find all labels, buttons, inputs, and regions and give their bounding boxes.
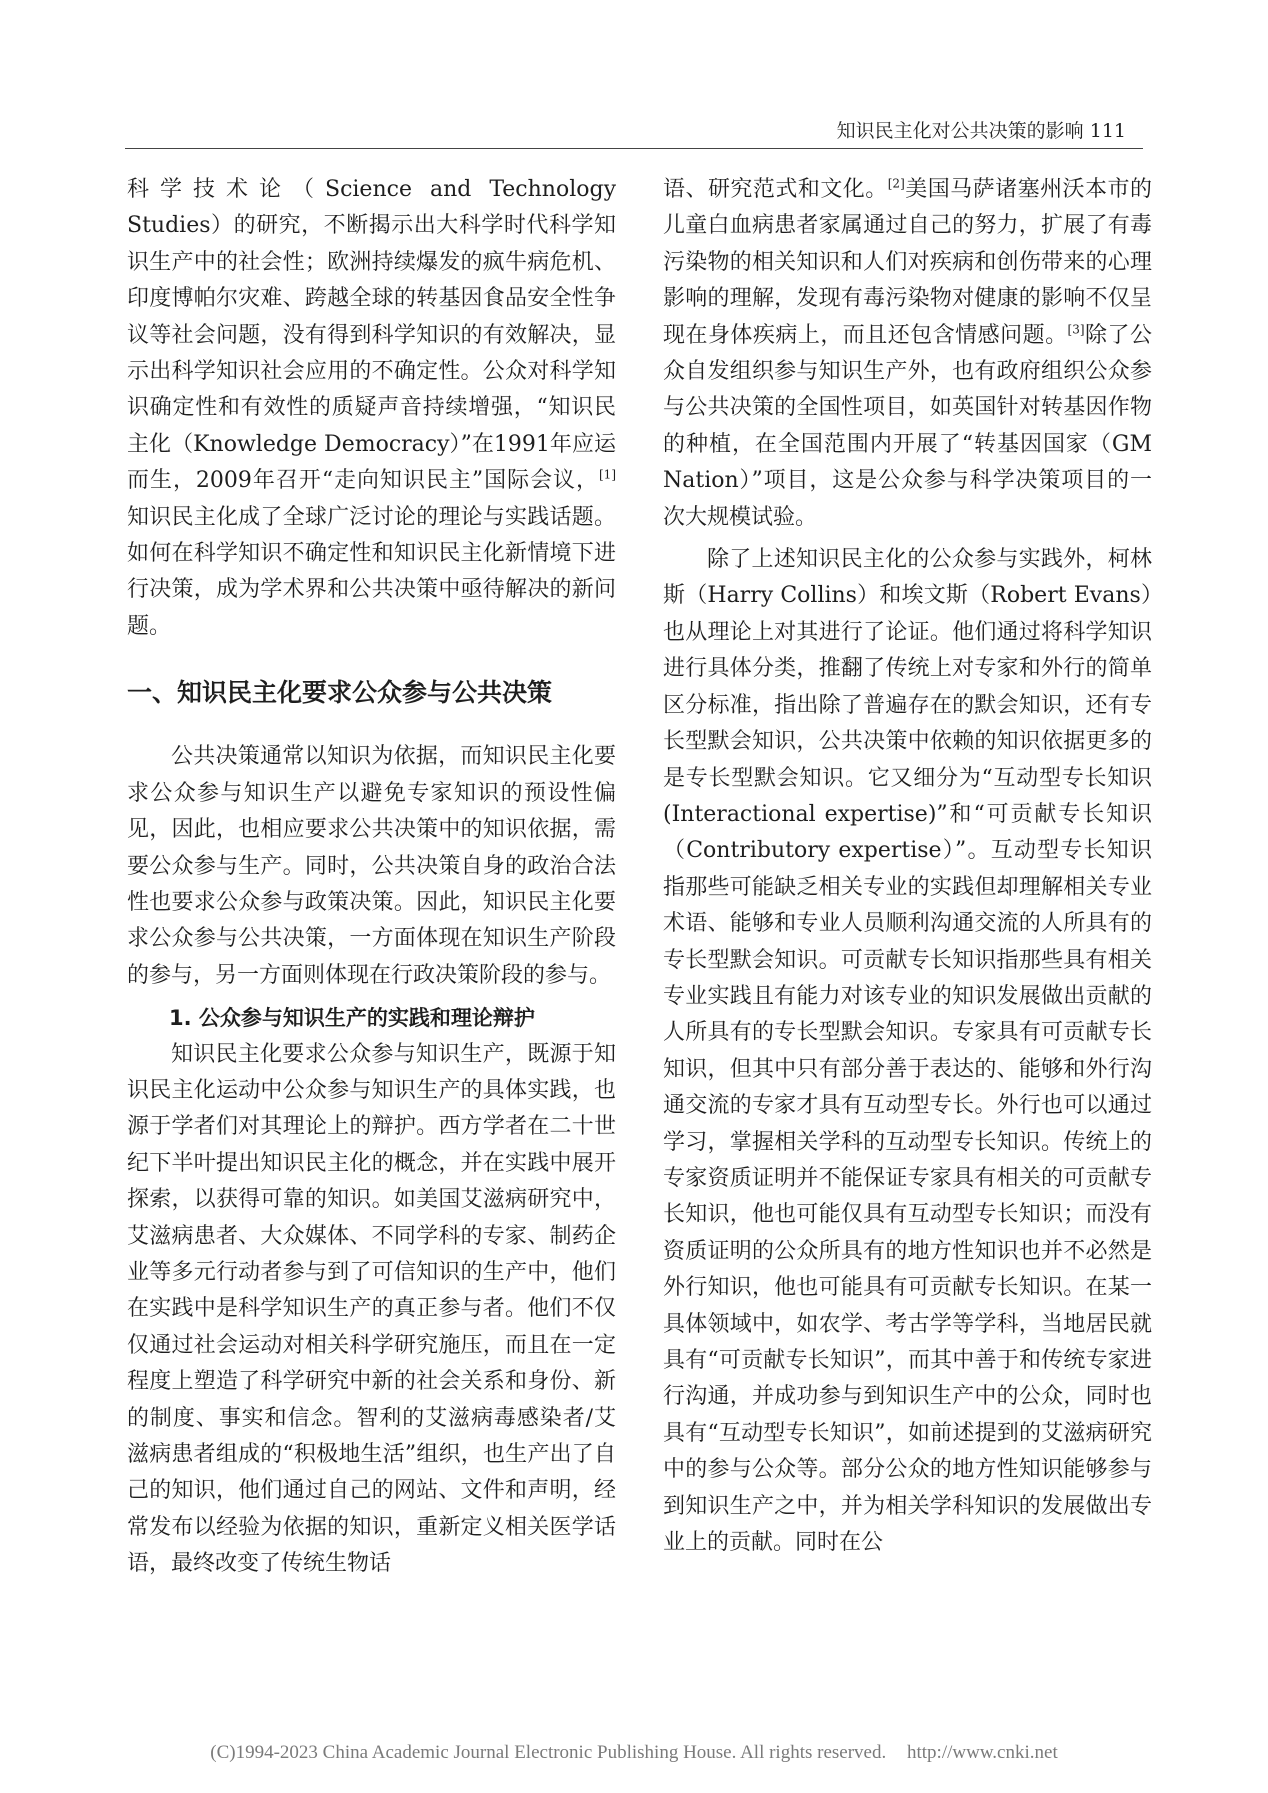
running-title: 知识民主化对公共决策的影响	[836, 120, 1084, 142]
cnki-url: http://www.cnki.net	[906, 1742, 1058, 1763]
text-run: 知识民主化成了全球广泛讨论的理论与实践话题。如何在科学知识不确定性和知识民主化新情境下进行决策，成为学术界和公共决策中亟待解决的新问题。	[127, 504, 616, 639]
paragraph: 公共决策通常以知识为依据，而知识民主化要求公众参与知识生产以避免专家知识的预设性偏见，因此，也相应要求公共决策中的知识依据，需要公众参与生产。同时，公共决策自身的政治合法性也要求公众参与政策决策。因此，知识民主化要求公众参与公共决策，一方面体现在知识生产阶段的参与，另一方面则体现在行政决策阶段的参与。	[127, 744, 616, 988]
citation-ref: [3]	[1067, 322, 1085, 337]
paragraph-continued	[663, 172, 1152, 536]
left-column	[127, 172, 616, 1583]
paragraph: 知识民主化要求公众参与知识生产，既源于知识民主化运动中公众参与知识生产的具体实践，也源于学者们对其理论上的辩护。西方学者在二十世纪下半叶提出知识民主化的概念，并在实践中展开探索，以获得可靠的知识。如美国艾滋病研究中，艾滋病患者、大众媒体、不同学科的专家、制药企业等多元行动者参与到了可信知识的生产中，他们在实践中是科学知识生产的真正参与者。他们不仅仅通过社会运动对相关科学研究施压，而且在一定程度上塑造了科学研究中新的社会关系和身份、新的制度、事实和信念。智利的艾滋病毒感染者/艾滋病患者组成的“积极地生活”组织，也生产出了自己的知识，他们通过自己的网站、文件和声明，经常发布以经验为依据的知识，重新定义相关医学话语，最终改变了传统生物话	[127, 1041, 616, 1577]
paragraph: 除了上述知识民主化的公众参与实践外，柯林斯（Harry Collins）和埃文斯（Robert Evans）也从理论上对其进行了论证。他们通过将科学知识进行具体分类，推翻了传统上对专家和外行的简单区分标准，指出除了普遍存在的默会知识，还有专长型默会知识，公共决策中依赖的知识依据更多的是专长型默会知识。它又细分为“互动型专长知识(Interactional expertise)”和“可贡献专长知识（Contributory expertise）”。互动型专长知识指那些可能缺乏相关专业的实践但却理解相关专业术语、能够和专业人员顺利沟通交流的人所具有的专长型默会知识。可贡献专长知识指那些具有相关专业实践且有能力对该专业的知识发展做出贡献的人所具有的专长型默会知识。专家具有可贡献专长知识，但其中只有部分善于表达的、能够和外行沟通交流的专家才具有互动型专长。外行也可以通过学习，掌握相关学科的互动型专长知识。传统上的专家资质证明并不能保证专家具有相关的可贡献专长知识，他也可能仅具有互动型专长知识；而没有资质证明的公众所具有的地方性知识也并不必然是外行知识，他也可能具有可贡献专长知识。在某一具体领域中，如农学、考古学等学科，当地居民就具有“可贡献专长知识”，而其中善于和传统专家进行沟通，并成功参与到知识生产中的公众，同时也具有“互动型专长知识”，如前述提到的艾滋病研究中的参与公众等。部分公众的地方性知识能够参与到知识生产之中，并为相关学科知识的发展做出专业上的贡献。同时在公	[663, 547, 1152, 1556]
paragraph-continued	[127, 172, 616, 645]
citation-ref: [1]	[599, 467, 616, 482]
right-column	[663, 172, 1152, 1561]
page-number: 111	[1089, 120, 1126, 142]
copyright-notice: (C)1994-2023 China Academic Journal Electronic Publishing House. All rights reserved.	[210, 1742, 887, 1763]
text-run: 除了公众自发组织参与知识生产外，也有政府组织公众参与公共决策的全国性项目，如英国针对转基因作物的种植，在全国范围内开展了“转基因国家（GM Nation）”项目，这是公众参与科学决策项目的一次大规模试验。	[663, 322, 1152, 530]
subsection-heading: 1. 公众参与知识生产的实践和理论辩护	[169, 1006, 535, 1031]
text-run: 科学技术论（Science and Technology Studies）的研究，不断揭示出大科学时代科学知识生产中的社会性；欧洲持续爆发的疯牛病危机、印度博帕尔灾难、跨越全球的转基因食品安全性争议等社会问题，没有得到科学知识的有效解决，显示出科学知识社会应用的不确定性。公众对科学知识确定性和有效性的质疑声音持续增强，“知识民主化（Knowledge Democracy）”在1991年应运而生，2009年召开“走向知识民主”国际会议，	[127, 177, 616, 494]
header-rule	[125, 148, 1143, 149]
text-run: 语、研究范式和文化。	[663, 177, 888, 202]
section-heading: 一、知识民主化要求公众参与公共决策	[127, 678, 553, 708]
citation-ref: [2]	[887, 176, 905, 191]
running-head	[837, 116, 1126, 143]
copyright-footer	[0, 1742, 1268, 1764]
text-run: 美国马萨诸塞州沃本市的儿童白血病患者家属通过自己的努力，扩展了有毒污染物的相关知识和人们对疾病和创伤带来的心理影响的理解，发现有毒污染物对健康的影响不仅呈现在身体疾病上，而且还包含情感问题。	[663, 177, 1152, 348]
